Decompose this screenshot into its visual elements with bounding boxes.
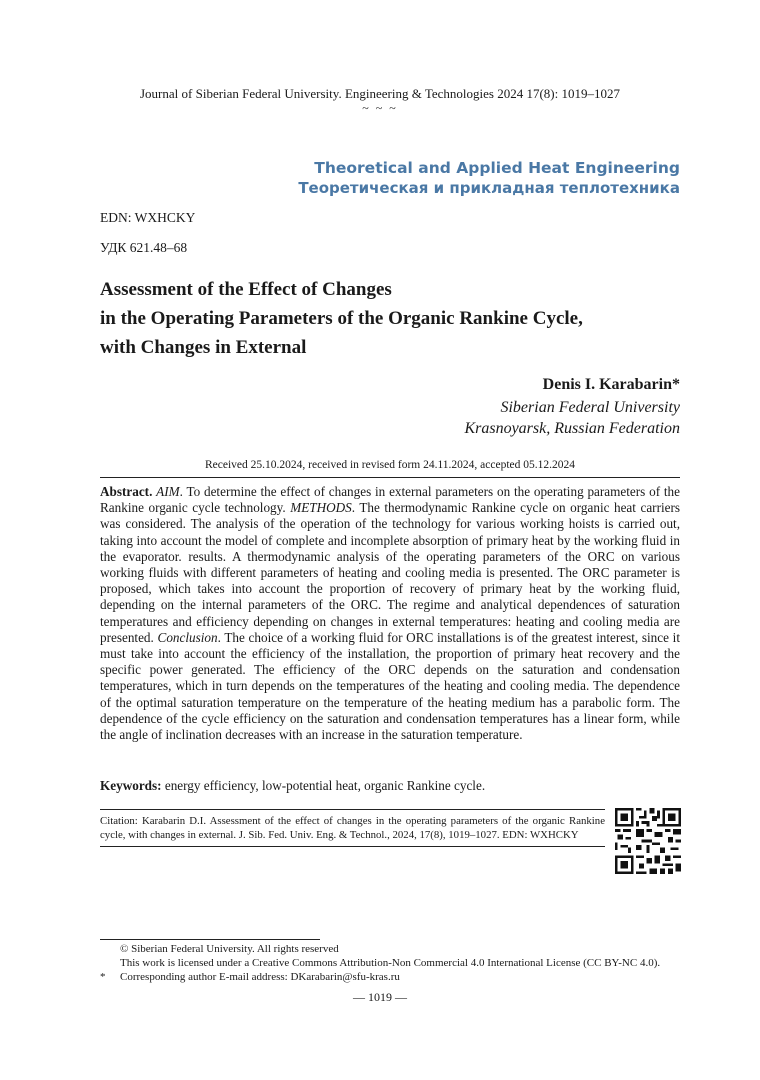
citation: Citation: Karabarin D.I. Assessment of the effect of changes in the operating parameters of the organic Rankine cycle, with changes in external. J. Sib. Fed. Univ. Eng. & Technol., 2024, 17(8), 1019–1027. EDN: WXHCKY — [100, 815, 605, 841]
license-notice: This work is licensed under a Creative Commons Attribution-Non Commercial 4.0 International License (CC BY-NC 4.0). — [120, 957, 661, 969]
methods-text: . The thermodynamic Rankine cycle on organic heat carriers was considered. The analysis of the operation of the technology for various working hoists is carried out, taking into account the model of complete and incomplete absorption of primary heat by the working fluid in the evaporator. results. A thermodynamic analysis of the operating parameters of the ORC on various working fluids with different parameters of heating and cooling media is presented. The ORC parameter is proposed, which takes into account the proportion of recovery of primary heat by the working fluid, depending on the internal parameters of the ORC. The regime and analytical dependences of saturation temperatures and efficiency depending on changes in external temperatures: heating and cooling media are presented. — [100, 500, 681, 645]
keywords-text: energy efficiency, low-potential heat, organic Rankine cycle. — [161, 778, 486, 793]
author-name: Denis I. Karabarin* — [542, 376, 680, 393]
divider — [100, 477, 680, 478]
abstract — [100, 484, 680, 743]
section-title-en: Theoretical and Applied Heat Engineering — [314, 159, 680, 177]
section-title-ru: Теоретическая и прикладная теплотехника — [298, 179, 680, 197]
footnote-divider — [100, 939, 320, 940]
title-line: Assessment of the Effect of Changes — [100, 279, 392, 300]
abstract-label: Abstract. — [100, 484, 153, 499]
copyright-notice: © Siberian Federal University. All rights reserved — [120, 943, 339, 955]
header-separator: ~ ~ ~ — [362, 101, 398, 115]
author-affiliation: Siberian Federal University — [500, 399, 680, 416]
paper-title — [100, 275, 680, 362]
footnote-marker: * — [100, 971, 106, 983]
divider — [100, 809, 605, 810]
conclusion-text: . The choice of a working fluid for ORC installations is of the greatest interest, since it must take into account the efficiency of the installation, the proportion of primary heat recovery and the specific power generated. The efficiency of the ORC depends on the saturation and condensation temperatures, which in turn depends on the temperatures of the heating and cooling media. The dependence of the optimal saturation temperature on the temperature of the heating medium has a parabolic form. The dependence of the cycle efficiency on the saturation and condensation temperatures has a linear form, while the angle of inclination decreases with an increase in the saturation temperature. — [100, 629, 681, 743]
divider — [100, 846, 605, 847]
keywords-label: Keywords: — [100, 778, 162, 793]
edn-code: EDN: WXHCKY — [100, 210, 196, 225]
udk-code: УДК 621.48–68 — [100, 240, 188, 255]
qr-code-icon — [615, 808, 681, 874]
author-location: Krasnoyarsk, Russian Federation — [464, 420, 680, 437]
keywords — [100, 778, 680, 794]
title-line: with Changes in External — [100, 337, 307, 358]
conclusion-label: Conclusion — [157, 629, 218, 645]
title-line: in the Operating Parameters of the Organic Rankine Cycle, — [100, 308, 583, 329]
aim-text: . To determine the effect of changes in external parameters on the operating parameters of the Rankine organic cycle technology. — [100, 484, 680, 516]
received-dates: Received 25.10.2024, received in revised form 24.11.2024, accepted 05.12.2024 — [204, 459, 576, 471]
aim-label: AIM — [156, 484, 180, 499]
journal-header: Journal of Siberian Federal University. Engineering & Technologies 2024 17(8): 1019–1027 — [140, 86, 620, 101]
methods-label: METHODS — [290, 500, 352, 516]
page-number: — 1019 — — [353, 990, 407, 1004]
corresponding-author-email: Corresponding author E-mail address: DKarabarin@sfu-kras.ru — [120, 971, 400, 983]
